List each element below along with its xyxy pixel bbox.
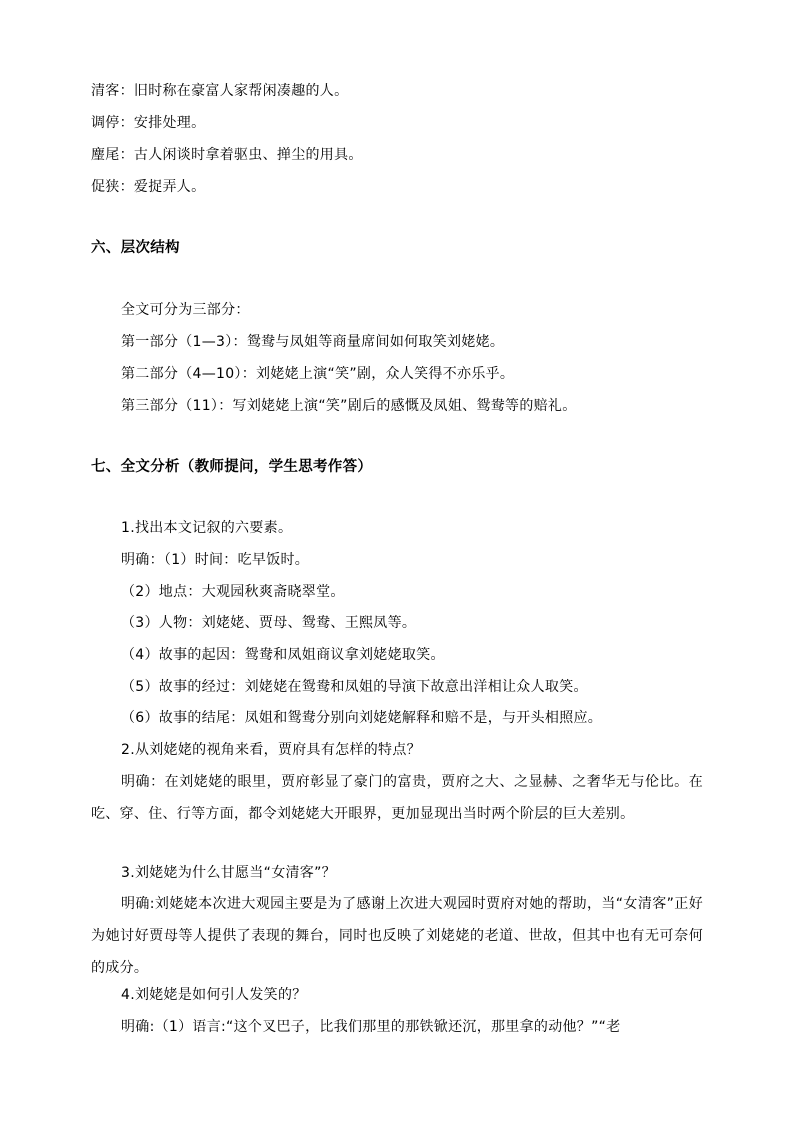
section-heading: 六、层次结构 bbox=[91, 240, 180, 256]
answer-item: （2）地点：大观园秋爽斋晓翠堂。 bbox=[121, 584, 345, 600]
answer-item: （6）故事的结尾：凤姐和鸳鸯分别向刘姥姥解释和赔不是，与开头相照应。 bbox=[121, 710, 603, 726]
structure-part: 第三部分（11）：写刘姥姥上演“笑”剧后的感慨及凤姐、鸳鸯等的赔礼。 bbox=[121, 398, 577, 414]
answer-paragraph: 明确:刘姥姥本次进大观园主要是为了感谢上次进大观园时贾府对她的帮助，当“女清客”正好为她讨好贾母等人提供了表现的舞台，同时也反映了刘姥姥的老道、世故，但其中也有无可奈何的成分。 bbox=[91, 896, 703, 976]
section-heading: 七、全文分析（教师提问，学生思考作答） bbox=[91, 459, 373, 475]
glossary-item: 促狭：爱捉弄人。 bbox=[91, 179, 206, 195]
question: 1.找出本文记叙的六要素。 bbox=[121, 520, 293, 536]
structure-part: 第一部分（1—3）：鸳鸯与凤姐等商量席间如何取笑刘姥姥。 bbox=[121, 334, 505, 350]
question: 3.刘姥姥为什么甘愿当“女清客”？ bbox=[121, 865, 336, 881]
question: 4.刘姥姥是如何引人发笑的？ bbox=[121, 987, 307, 1003]
glossary-item: 麈尾：古人闲谈时拿着驱虫、掸尘的用具。 bbox=[91, 147, 363, 163]
answer-item: （4）故事的起因：鸳鸯和凤姐商议拿刘姥姥取笑。 bbox=[121, 647, 445, 663]
answer-paragraph: 明确：在刘姥姥的眼里，贾府彰显了豪门的富贵，贾府之大、之显赫、之奢华无与伦比。在吃、穿、住、行等方面，都令刘姥姥大开眼界，更加显现出当时两个阶层的巨大差别。 bbox=[91, 774, 703, 822]
structure-intro: 全文可分为三部分： bbox=[121, 302, 250, 318]
answer-item: （5）故事的经过：刘姥姥在鸳鸯和凤姐的导演下故意出洋相让众人取笑。 bbox=[121, 679, 588, 695]
glossary-item: 调停：安排处理。 bbox=[91, 115, 206, 131]
answer-paragraph: 明确:（1）语言:“这个叉巴子，比我们那里的那铁锨还沉，那里拿的动他？”“老 bbox=[121, 1019, 621, 1035]
answer: 明确：（1）时间：吃早饭时。 bbox=[121, 552, 310, 568]
question: 2.从刘姥姥的视角来看，贾府具有怎样的特点？ bbox=[121, 742, 421, 758]
glossary-item: 清客：旧时称在豪富人家帮闲凑趣的人。 bbox=[91, 83, 349, 99]
answer-item: （3）人物：刘姥姥、贾母、鸳鸯、王熙凤等。 bbox=[121, 615, 417, 631]
structure-part: 第二部分（4—10）：刘姥姥上演“笑”剧，众人笑得不亦乐乎。 bbox=[121, 366, 515, 382]
